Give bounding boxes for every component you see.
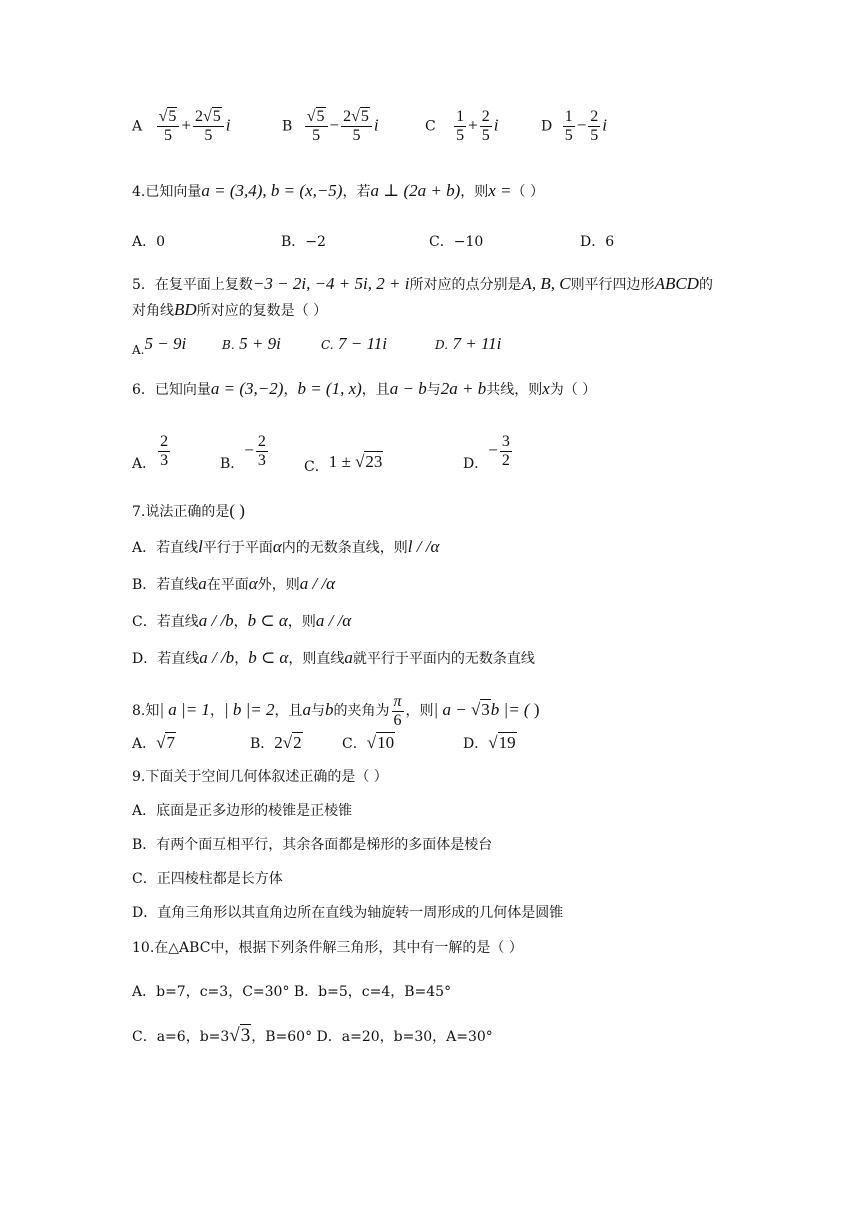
math: b ⊂ α	[247, 611, 288, 630]
stem-text: ，且	[361, 382, 390, 398]
option-label: A．	[132, 736, 157, 752]
option-label: D．	[463, 736, 489, 752]
option-text: B．若直线	[132, 577, 199, 593]
fraction	[158, 433, 170, 470]
minus-sign: −	[576, 115, 587, 135]
q8-option-c: C．√10	[342, 733, 395, 752]
vector-definition: a = (3,4), b = (x,−5)	[201, 181, 343, 200]
vector-b: b	[325, 700, 334, 719]
option-text: C．若直线	[132, 614, 199, 630]
math: a / /b	[198, 611, 234, 630]
stem-text: ，且	[274, 703, 303, 719]
imaginary-unit: i	[373, 115, 379, 135]
option-text: C．a=6，b=3	[132, 1029, 230, 1045]
q5-stem-line2	[132, 300, 327, 321]
denominator: 5	[352, 127, 361, 144]
option-label: B．	[220, 455, 245, 472]
stem-text: 所对应的点分别是	[409, 277, 522, 293]
radicand: 5	[316, 108, 325, 125]
numerator: 2	[160, 433, 169, 450]
math: a / /α	[299, 574, 336, 593]
stem-text: 7.说法正确的是	[132, 504, 230, 520]
q3-option-c	[425, 108, 499, 145]
option-label: A	[132, 118, 143, 135]
radicand: 7	[166, 733, 175, 752]
option-label: B	[282, 118, 293, 135]
vector-sum: 2a + b	[440, 379, 487, 398]
minus-sign: −	[488, 440, 498, 460]
option-text: ，则	[287, 614, 316, 630]
option-label: C.	[321, 338, 334, 352]
math: l	[198, 537, 203, 556]
minus-sign: −	[244, 440, 254, 460]
q10-stem: 10.在△ABC中，根据下列条件解三角形，其中有一解的是（ ）	[132, 940, 523, 956]
option-label: C	[425, 118, 436, 135]
answer-blank: （ ）	[511, 184, 544, 200]
q3-option-d	[541, 108, 607, 145]
denominator: 5	[590, 127, 599, 144]
radicand: 19	[498, 733, 516, 752]
stem-text: ，若	[342, 184, 371, 200]
stem-text: 的	[698, 277, 713, 293]
radicand: 5	[212, 108, 221, 125]
fraction: $\frac{2√5}{5}$	[193, 108, 224, 145]
numerator: 2	[590, 108, 599, 125]
radicand: 3	[481, 700, 490, 719]
complex-numbers: −3 − 2i, −4 + 5i, 2 + i	[252, 274, 410, 293]
option-text: A．若直线	[132, 540, 199, 556]
q9-option-d: D．直角三角形以其直角边所在直线为轴旋转一周形成的几何体是圆锥	[132, 905, 564, 921]
answer-blank: ( )	[229, 501, 245, 520]
q7-option-c	[132, 611, 351, 632]
math: a / /b	[199, 648, 235, 667]
stem-text: ，则	[405, 703, 434, 719]
denominator: 5	[456, 127, 465, 144]
q8-option-a: A．√7	[132, 733, 175, 752]
option-text: 外，则	[257, 577, 300, 593]
stem-text: 与	[426, 382, 441, 398]
option-text: ，	[234, 651, 249, 667]
math: l / /α	[407, 537, 440, 556]
fraction	[256, 433, 268, 470]
math: α	[248, 574, 258, 593]
q10-options-row1: A．b=7，c=3，C=30° B．b=5，c=4，B=45°	[132, 984, 452, 1000]
option-value: 1 ±	[328, 452, 356, 471]
stem-text: ，	[209, 703, 224, 719]
q6-option-d	[463, 433, 514, 470]
q5-option-d	[435, 334, 501, 354]
vector-a: a = (3,−2)	[210, 379, 284, 398]
option-text: 在平面	[206, 577, 249, 593]
math: a	[198, 574, 207, 593]
q4-option-a: A．0	[132, 234, 166, 250]
math: a / /α	[315, 611, 352, 630]
q9-option-a: A．底面是正多边形的棱锥是正棱锥	[132, 803, 353, 819]
imaginary-unit: i	[493, 115, 499, 135]
numerator: π	[393, 693, 402, 710]
radicand: 5	[168, 108, 177, 125]
math: α	[272, 537, 282, 556]
fraction: $\frac{2√5}{5}$	[341, 108, 372, 145]
magnitude-b: | b |= 2	[223, 700, 275, 719]
option-label: D	[541, 118, 553, 135]
q5-option-a	[132, 334, 187, 357]
stem-text: 6．已知向量	[132, 382, 211, 398]
fraction	[563, 108, 575, 145]
option-text: ，	[233, 614, 248, 630]
radicand: 5	[360, 108, 369, 125]
point-names: A, B, C	[521, 274, 571, 293]
q8-stem: 8.知| a |= 1，| b |= 2，且a与b的夹角为 $\frac{\pi}{6}$ ，则| a − √3b |= ( )	[132, 693, 540, 729]
denominator: 3	[160, 452, 169, 469]
q9-option-c: C．正四棱柱都是长方体	[132, 871, 283, 887]
stem-text: 8.知	[132, 703, 160, 719]
option-label: B．	[250, 736, 275, 752]
option-text: 平行于平面	[202, 540, 273, 556]
answer-blank: )	[529, 700, 540, 719]
denominator: 3	[257, 452, 266, 469]
minus-sign: −	[329, 115, 340, 135]
fraction: $\frac{√5}{5}$	[157, 108, 180, 145]
stem-text: 的夹角为	[333, 703, 390, 719]
q4-option-b: B．−2	[281, 234, 326, 250]
q8-option-b: B．2√2	[250, 733, 302, 752]
q4-option-d: D．6	[580, 234, 615, 250]
imaginary-unit: i	[225, 115, 231, 135]
q7-option-b	[132, 574, 335, 595]
numerator: 2	[481, 108, 490, 125]
stem-text: 对角线	[132, 303, 174, 319]
coefficient: 2	[194, 108, 203, 125]
stem-text: ，则	[460, 184, 489, 200]
fraction: $\frac{√5}{5}$	[305, 108, 328, 145]
q4-option-c: C．−10	[429, 234, 484, 250]
option-value: 5 + 9i	[239, 334, 281, 353]
fraction	[480, 108, 492, 145]
denominator: 5	[163, 127, 172, 144]
plus-sign: +	[468, 115, 478, 135]
option-value: 7 + 11i	[452, 334, 502, 353]
option-text: ，则直线	[288, 651, 345, 667]
imaginary-unit: i	[602, 115, 608, 135]
q3-option-a	[132, 108, 230, 145]
unknown-variable: x =	[488, 181, 512, 200]
radicand: 10	[377, 733, 395, 752]
numerator: 2	[257, 433, 266, 450]
q7-stem	[132, 501, 245, 522]
q9-stem: 9.下面关于空间几何体叙述正确的是（ ）	[132, 769, 388, 785]
q3-option-b	[282, 108, 379, 145]
math: b ⊂ α	[248, 648, 289, 667]
option-label: C．	[304, 459, 329, 475]
diagonal-name: BD	[174, 300, 197, 319]
vector-a: a	[302, 700, 312, 719]
option-text: ，B=60° D．a=20，b=30，A=30°	[251, 1029, 493, 1045]
q7-option-a	[132, 537, 439, 558]
denominator: 5	[481, 127, 490, 144]
q4-stem	[132, 181, 544, 202]
q9-option-b: B．有两个面互相平行，其余各面都是梯形的多面体是棱台	[132, 837, 493, 853]
numerator: 3	[501, 433, 510, 450]
q6-option-b	[220, 433, 270, 470]
stem-text: 所对应的复数是（ ）	[196, 303, 328, 319]
stem-text: 与	[311, 703, 326, 719]
perpendicular-condition: a ⊥ (2a + b)	[370, 181, 461, 200]
plus-sign: +	[181, 115, 191, 135]
radicand: 3	[240, 1025, 251, 1046]
option-text: 内的无数条直线，则	[281, 540, 408, 556]
radicand: 2	[293, 733, 302, 752]
denominator: 6	[393, 712, 402, 729]
stem-text: 则平行四边形	[570, 277, 655, 293]
stem-text: 4.已知向量	[132, 184, 202, 200]
stem-text: 5．在复平面上复数	[132, 277, 253, 293]
vector-b: b = (1, x)	[297, 379, 362, 398]
parallelogram-name: ABCD	[654, 274, 699, 293]
q5-option-c	[321, 334, 387, 354]
radicand: 23	[365, 452, 383, 471]
option-label: B.	[222, 338, 235, 352]
coefficient: 2	[274, 733, 283, 752]
vector-difference: a − b	[389, 379, 427, 398]
denominator: 5	[312, 127, 321, 144]
option-label: A.	[132, 343, 145, 357]
q5-stem-line1	[132, 274, 713, 295]
stem-text: ，	[283, 382, 298, 398]
numerator: 1	[456, 108, 465, 125]
math: a	[344, 648, 353, 667]
unknown-variable: x	[542, 379, 550, 398]
option-value: 5 − 9i	[144, 334, 187, 353]
fraction	[392, 693, 404, 730]
q5-option-b	[222, 334, 281, 354]
option-text: 就平行于平面内的无数条直线	[352, 651, 535, 667]
q6-option-a	[132, 433, 172, 470]
denominator: 5	[204, 127, 213, 144]
stem-text: 共线，则	[486, 382, 543, 398]
fraction	[588, 108, 600, 145]
option-label: D．	[463, 455, 489, 472]
denominator: 5	[564, 127, 573, 144]
q8-option-d: D．√19	[463, 733, 516, 752]
q10-options-row2: C．a=6，b=3√3，B=60° D．a=20，b=30，A=30°	[132, 1025, 493, 1046]
option-text: D．若直线	[132, 651, 200, 667]
q6-stem	[132, 379, 596, 400]
numerator: 1	[564, 108, 573, 125]
magnitude-a: | a |= 1	[159, 700, 210, 719]
q7-option-d	[132, 648, 535, 669]
fraction	[500, 433, 512, 470]
coefficient: 2	[343, 108, 352, 125]
fraction	[454, 108, 466, 145]
expression: b |= (	[490, 700, 530, 719]
expression: | a −	[433, 700, 471, 719]
option-label: A．	[132, 455, 157, 472]
option-value: 7 − 11i	[338, 334, 387, 353]
q6-option-c: C．1 ± √23	[304, 452, 383, 475]
option-label: C．	[342, 736, 367, 752]
denominator: 2	[501, 452, 510, 469]
option-label: D.	[435, 338, 449, 352]
stem-text: 为（ ）	[549, 382, 597, 398]
